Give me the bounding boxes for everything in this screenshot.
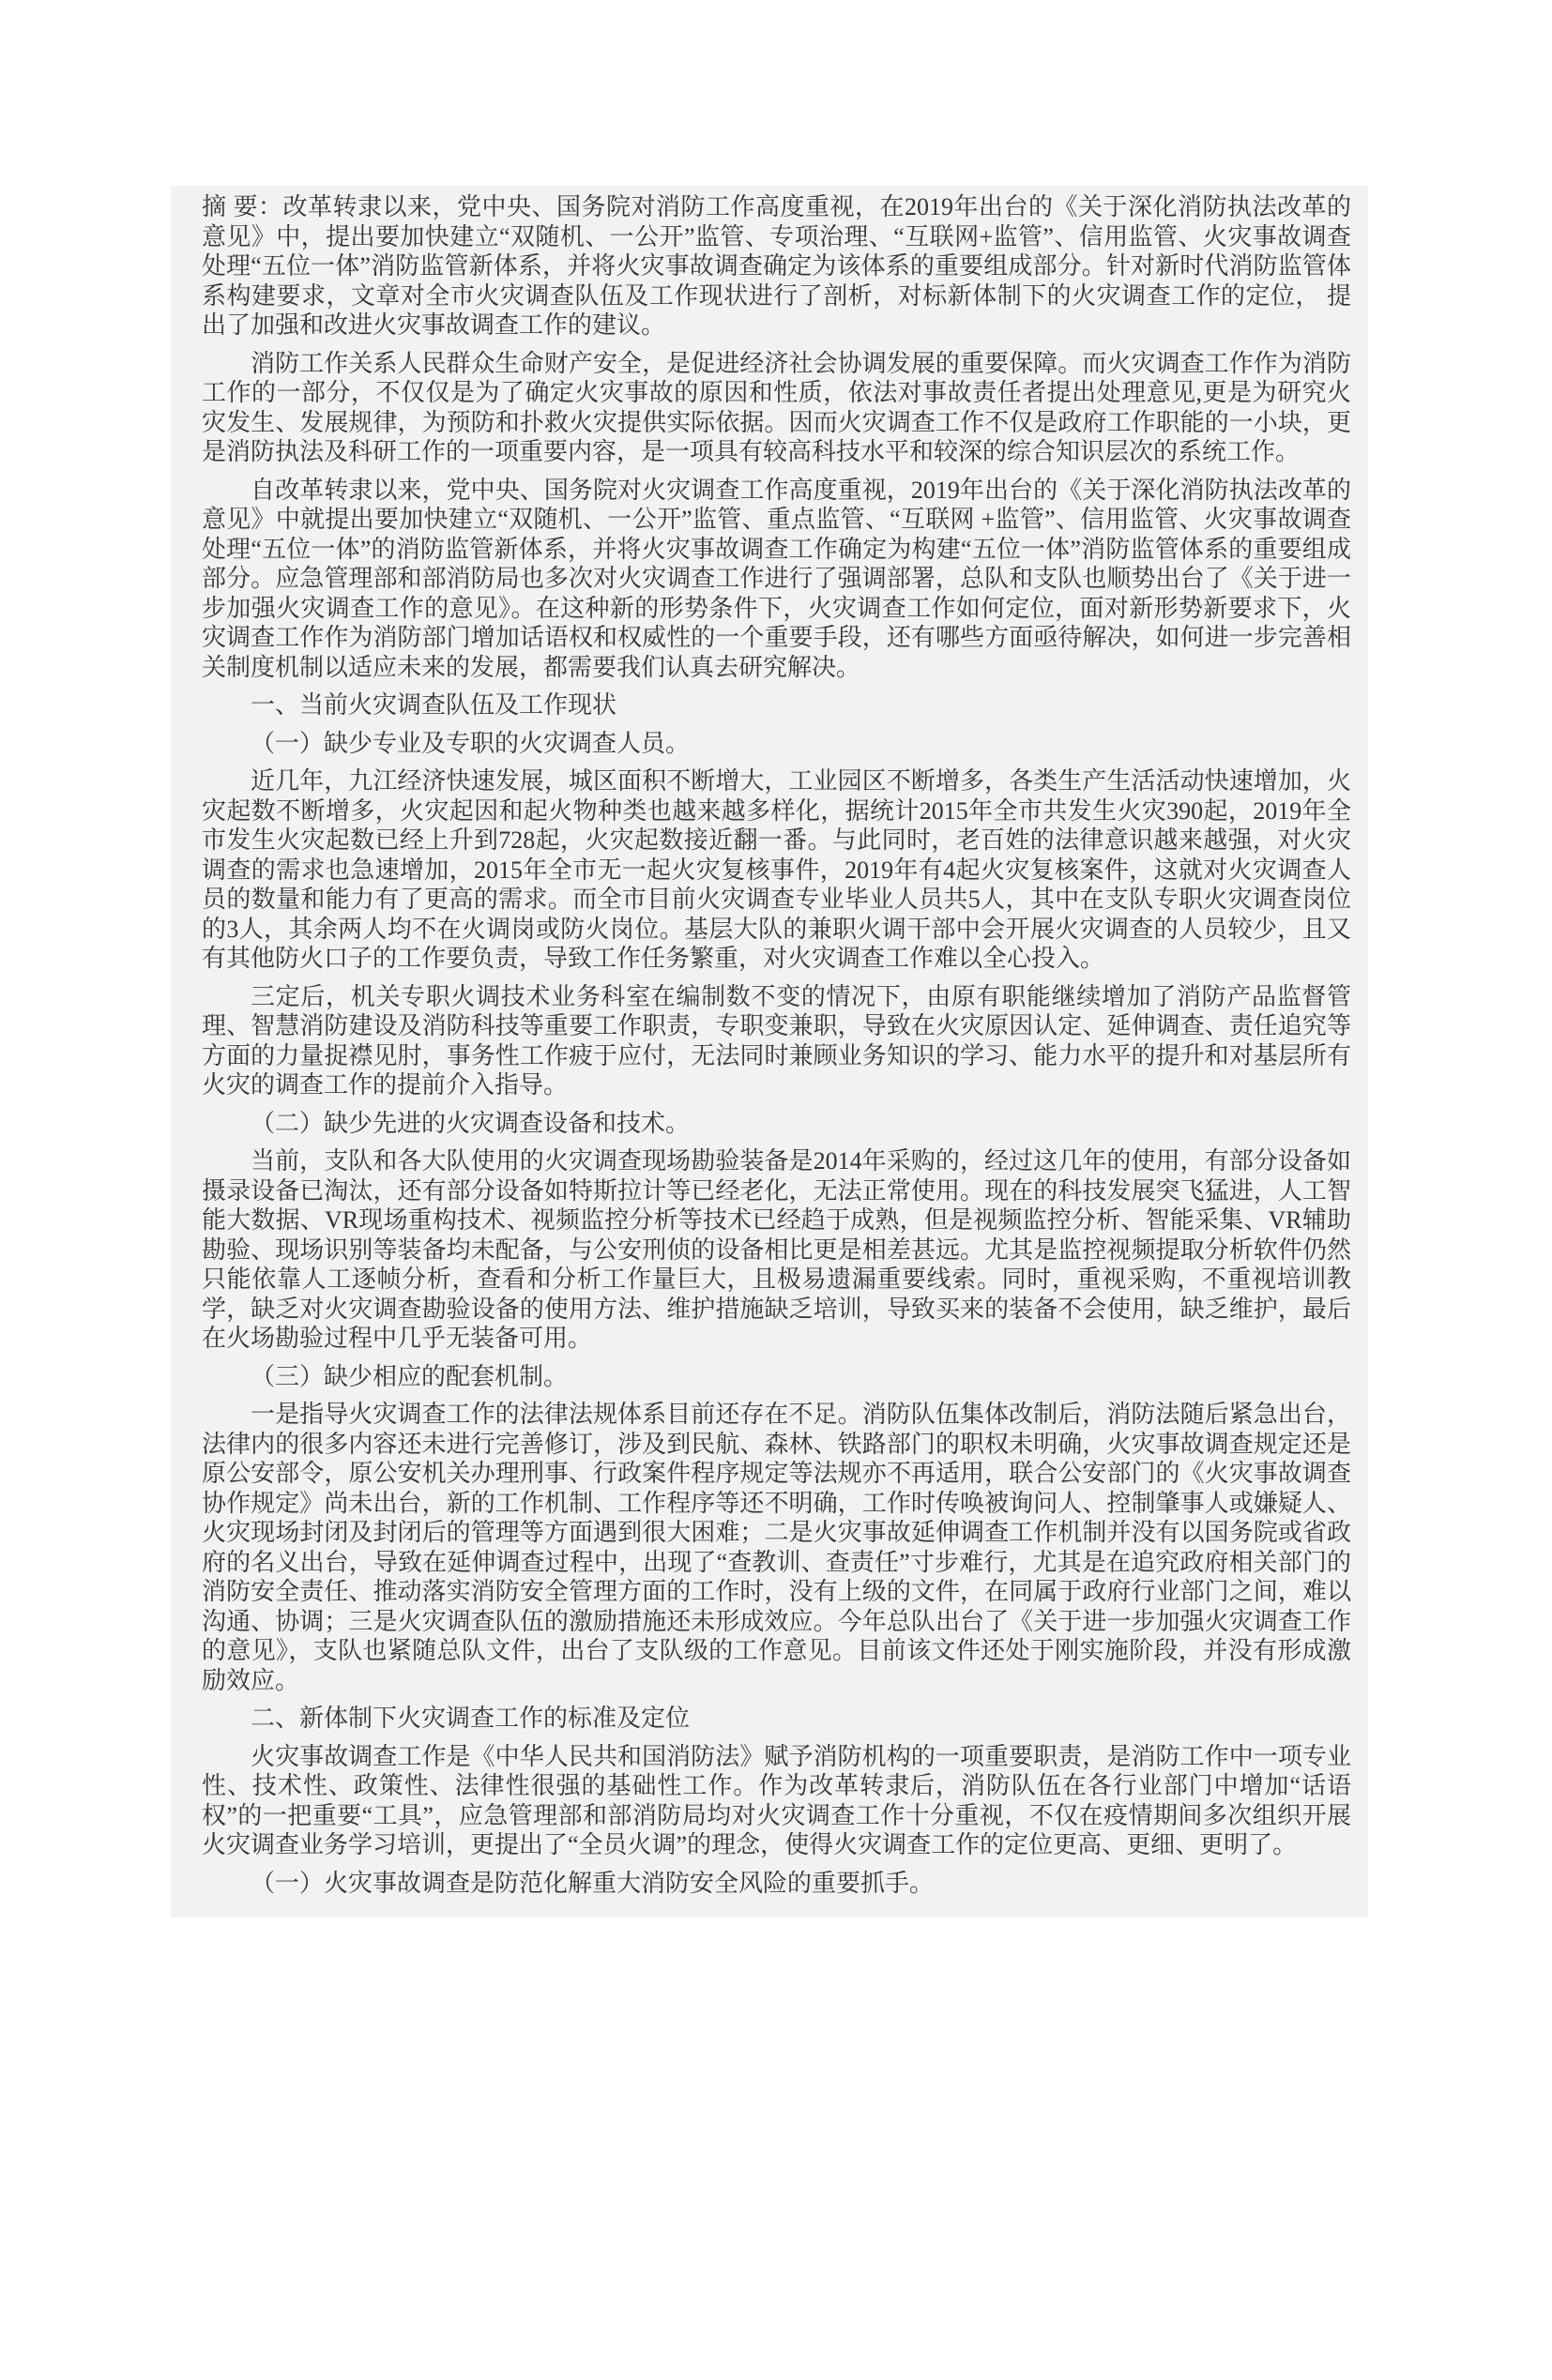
body-paragraph: 火灾事故调查工作是《中华人民共和国消防法》赋予消防机构的一项重要职责，是消防工作中一项专业性、技术性、政策性、法律性很强的基础性工作。作为改革转隶后，消防队伍在各行业部门中增加“话语权”的一把重要“工具”，应急管理部和部消防局均对火灾调查工作十分重视，不仅在疫情期间多次组织开展火灾调查业务学习培训，更提出了“全员火调”的理念，使得火灾调查工作的定位更高、更细、更明了。: [202, 1742, 1351, 1858]
section-heading-1: 一、当前火灾调查队伍及工作现状: [251, 691, 617, 719]
body-paragraph: 当前，支队和各大队使用的火灾调查现场勘验装备是2014年采购的，经过这几年的使用，有部分设备如摄录设备已淘汰，还有部分设备如特斯拉计等已经老化，无法正常使用。现在的科技发展突飞猛进，人工智能大数据、VR现场重构技术、视频监控分析等技术已经趋于成熟，但是视频监控分析、智能采集、VR辅助勘验、现场识别等装备均未配备，与公安刑侦的设备相比更是相差甚远。尤其是监控视频提取分析软件仍然只能依靠人工逐帧分析，查看和分析工作量巨大，且极易遗漏重要线索。同时，重视采购，不重视培训教学，缺乏对火灾调查勘验设备的使用方法、维护措施缺乏培训，导致买来的装备不会使用，缺乏维护，最后在火场勘验过程中几乎无装备可用。: [202, 1147, 1351, 1352]
body-paragraph: 一是指导火灾调查工作的法律法规体系目前还存在不足。消防队伍集体改制后，消防法随后紧急出台，法律内的很多内容还未进行完善修订，涉及到民航、森林、铁路部门的职权未明确，火灾事故调查规定还是原公安部令，原公安机关办理刑事、行政案件程序规定等法规亦不再适用，联合公安部门的《火灾事故调查协作规定》尚未出台，新的工作机制、工作程序等还不明确，工作时传唤被询问人、控制肇事人或嫌疑人、火灾现场封闭及封闭后的管理等方面遇到很大困难；二是火灾事故延伸调查工作机制并没有以国务院或省政府的名义出台，导致在延伸调查过程中，出现了“查教训、查责任”寸步难行，尤其是在追究政府相关部门的消防安全责任、推动落实消防安全管理方面的工作时，没有上级的文件，在同属于政府行业部门之间，难以沟通、协调；三是火灾调查队伍的激励措施还未形成效应。今年总队出台了《关于进一步加强火灾调查工作的意见》，支队也紧随总队文件，出台了支队级的工作意见。目前该文件还处于刚实施阶段，并没有形成激励效应。: [202, 1401, 1351, 1694]
subsection-heading-1-2: （二）缺少先进的火灾调查设备和技术。: [251, 1109, 691, 1137]
section-heading-2: 二、新体制下火灾调查工作的标准及定位: [251, 1705, 691, 1732]
subsection-heading-1-1: （一）缺少专业及专职的火灾调查人员。: [251, 729, 691, 757]
body-paragraph: 消防工作关系人民群众生命财产安全，是促进经济社会协调发展的重要保障。而火灾调查工作作为消防工作的一部分，不仅仅是为了确定火灾事故的原因和性质，依法对事故责任者提出处理意见,更是为研究火灾发生、发展规律，为预防和扑救火灾提供实际依据。因而火灾调查工作不仅是政府工作职能的一小块，更是消防执法及科研工作的一项重要内容，是一项具有较高科技水平和较深的综合知识层次的系统工作。: [202, 349, 1351, 465]
abstract-paragraph: 摘 要：改革转隶以来，党中央、国务院对消防工作高度重视，在2019年出台的《关于深化消防执法改革的意见》中，提出要加快建立“双随机、一公开”监管、专项治理、“互联网+监管”、信用监管、火灾事故调查处理“五位一体”消防监管新体系，并将火灾事故调查确定为该体系的重要组成部分。针对新时代消防监管体系构建要求，文章对全市火灾调查队伍及工作现状进行了剖析，对标新体制下的火灾调查工作的定位， 提出了加强和改进火灾事故调查工作的建议。: [202, 193, 1351, 339]
body-paragraph: 近几年，九江经济快速发展，城区面积不断增大，工业园区不断增多，各类生产生活活动快速增加，火灾起数不断增多，火灾起因和起火物种类也越来越多样化，据统计2015年全市共发生火灾390起，2019年全市发生火灾起数已经上升到728起，火灾起数接近翻一番。与此同时，老百姓的法律意识越来越强，对火灾调查的需求也急速增加，2015年全市无一起火灾复核事件，2019年有4起火灾复核案件，这就对火灾调查人员的数量和能力有了更高的需求。而全市目前火灾调查专业毕业人员共5人，其中在支队专职火灾调查岗位的3人，其余两人均不在火调岗或防火岗位。基层大队的兼职火调干部中会开展火灾调查的人员较少，且又有其他防火口子的工作要负责，导致工作任务繁重，对火灾调查工作难以全心投入。: [202, 767, 1351, 972]
subsection-heading-1-3: （三）缺少相应的配套机制。: [251, 1362, 569, 1390]
body-paragraph: 三定后，机关专职火调技术业务科室在编制数不变的情况下，由原有职能继续增加了消防产品监督管理、智慧消防建设及消防科技等重要工作职责，专职变兼职，导致在火灾原因认定、延伸调查、责任追究等方面的力量捉襟见肘，事务性工作疲于应付，无法同时兼顾业务知识的学习、能力水平的提升和对基层所有火灾的调查工作的提前介入指导。: [202, 982, 1351, 1099]
subsection-heading-2-1: （一）火灾事故调查是防范化解重大消防安全风险的重要抓手。: [251, 1869, 935, 1897]
body-paragraph: 自改革转隶以来，党中央、国务院对火灾调查工作高度重视，2019年出台的《关于深化消防执法改革的意见》中就提出要加快建立“双随机、一公开”监管、重点监管、“互联网 +监管”、信用监管、火灾事故调查处理“五位一体”的消防监管新体系，并将火灾事故调查工作确定为构建“五位一体”消防监管体系的重要组成部分。应急管理部和部消防局也多次对火灾调查工作进行了强调部署，总队和支队也顺势出台了《关于进一步加强火灾调查工作的意见》。在这种新的形势条件下，火灾调查工作如何定位，面对新形势新要求下，火灾调查工作作为消防部门增加话语权和权威性的一个重要手段，还有哪些方面亟待解决，如何进一步完善相关制度机制以适应未来的发展，都需要我们认真去研究解决。: [202, 476, 1351, 681]
document-content: [171, 186, 1368, 1918]
